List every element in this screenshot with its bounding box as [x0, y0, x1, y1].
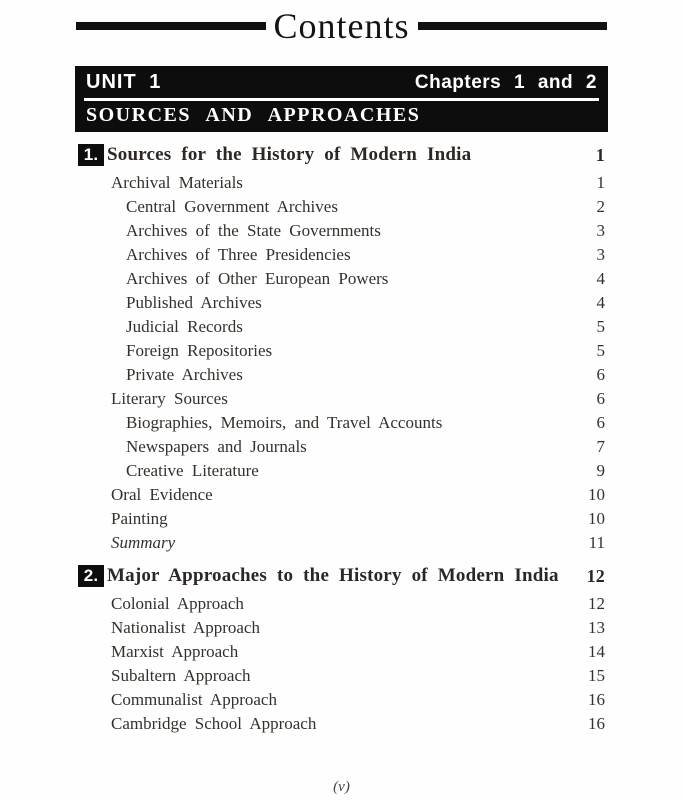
toc-row — [78, 243, 605, 267]
title-rule-left — [76, 22, 266, 30]
toc-entry-label: Private Archives — [126, 365, 243, 384]
toc-entry-label: Newspapers and Journals — [126, 437, 307, 456]
toc-row — [78, 363, 605, 387]
toc-entry-label: Central Government Archives — [126, 197, 338, 216]
toc-page-number: 3 — [596, 221, 605, 240]
section-title: SOURCES AND APPROACHES — [86, 104, 421, 126]
toc-entry-label: Painting — [111, 509, 168, 528]
toc-page-number: 6 — [596, 413, 605, 432]
toc-entry-label: Cambridge School Approach — [111, 714, 317, 733]
toc-row — [78, 195, 605, 219]
toc-row — [78, 387, 605, 411]
toc-row — [78, 640, 605, 664]
toc-page-number: 12 — [588, 594, 605, 613]
toc-page-number: 16 — [588, 714, 605, 733]
toc-entry-label: Archives of Three Presidencies — [126, 245, 351, 264]
toc-row — [78, 315, 605, 339]
toc-page-number: 10 — [588, 485, 605, 504]
toc-row — [78, 688, 605, 712]
toc-row — [78, 171, 605, 195]
toc-page-number: 11 — [588, 533, 605, 552]
toc-row — [78, 143, 605, 167]
toc-entry-label: Biographies, Memoirs, and Travel Accounts — [126, 413, 443, 432]
toc-page-number: 16 — [588, 690, 605, 709]
toc-entry-label: Major Approaches to the History of Modern India — [107, 565, 559, 586]
title-rule-right — [418, 22, 608, 30]
toc-row — [78, 564, 605, 588]
toc-page-number: 5 — [596, 341, 605, 360]
toc-row — [78, 507, 605, 531]
toc-page-number: 9 — [596, 461, 605, 480]
toc-row — [78, 267, 605, 291]
toc-page-number: 2 — [596, 197, 605, 216]
toc-page-number: 12 — [586, 566, 605, 586]
toc-row — [78, 483, 605, 507]
page-header — [76, 6, 607, 46]
toc-entry-label: Oral Evidence — [111, 485, 213, 504]
chapters-label: Chapters 1 and 2 — [414, 72, 597, 93]
page-number-footer: (v) — [333, 779, 350, 795]
toc-row — [78, 411, 605, 435]
page-title: Contents — [273, 6, 410, 46]
toc-row — [78, 435, 605, 459]
toc-entry-label: Nationalist Approach — [111, 618, 260, 637]
unit-label: UNIT 1 — [86, 71, 162, 93]
toc-entry-label: Summary — [111, 533, 176, 552]
toc-page-number: 5 — [596, 317, 605, 336]
toc-entry-label: Judicial Records — [126, 317, 243, 336]
toc-page-number: 13 — [588, 618, 605, 637]
toc-entry-label: Archives of the State Governments — [126, 221, 381, 240]
toc-entry-label: Archival Materials — [111, 173, 243, 192]
toc-row — [78, 291, 605, 315]
toc-page-number: 6 — [596, 365, 605, 384]
toc-entry-label: Literary Sources — [111, 389, 228, 408]
toc-page-number: 15 — [588, 666, 605, 685]
toc-entry-label: Colonial Approach — [111, 594, 244, 613]
unit-banner — [75, 66, 608, 132]
toc-entry-label: Archives of Other European Powers — [126, 269, 389, 288]
unit-banner-row — [84, 70, 599, 101]
toc-entry-label: Foreign Repositories — [126, 341, 273, 360]
toc-row — [78, 592, 605, 616]
toc-row — [78, 664, 605, 688]
toc-row — [78, 531, 605, 555]
toc-entry-label: Communalist Approach — [111, 690, 277, 709]
toc-row — [78, 712, 605, 736]
toc-page-number: 10 — [588, 509, 605, 528]
chapter-number-badge: 1. — [78, 144, 104, 166]
toc-entry-label: Creative Literature — [126, 461, 259, 480]
toc-page-number: 6 — [596, 389, 605, 408]
toc-page-number: 7 — [596, 437, 605, 456]
toc-entry-label: Published Archives — [126, 293, 262, 312]
toc-entry-label: Subaltern Approach — [111, 666, 251, 685]
toc-page-number: 1 — [596, 173, 605, 192]
toc-row — [78, 219, 605, 243]
toc-page-number: 4 — [596, 269, 605, 288]
toc-entry-label: Marxist Approach — [111, 642, 239, 661]
toc-row — [78, 339, 605, 363]
toc-row — [78, 616, 605, 640]
toc-page-number: 4 — [596, 293, 605, 312]
toc-entry-label: Sources for the History of Modern India — [107, 144, 472, 165]
toc-page-number: 3 — [596, 245, 605, 264]
toc-row — [78, 459, 605, 483]
table-of-contents — [78, 134, 605, 736]
chapter-number-badge: 2. — [78, 565, 104, 587]
toc-page-number: 14 — [588, 642, 605, 661]
toc-page-number: 1 — [595, 145, 605, 165]
